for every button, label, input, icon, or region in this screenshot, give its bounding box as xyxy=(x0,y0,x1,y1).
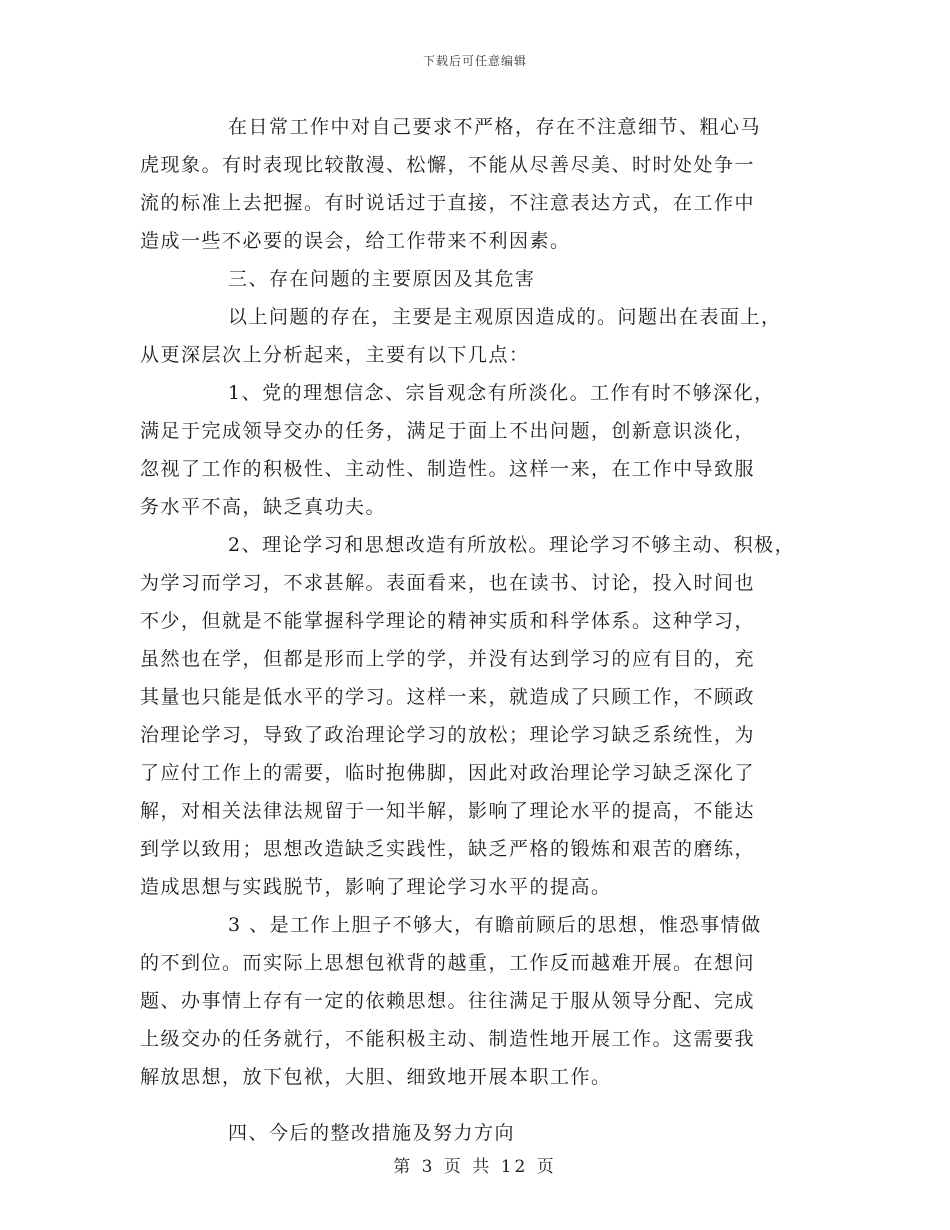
body-line: 在日常工作中对自己要求不严格，存在不注意细节、粗心马 xyxy=(228,116,762,138)
section-heading: 四、今后的整改措施及努力方向 xyxy=(228,1122,516,1144)
body-line: 虽然也在学，但都是形而上学的学，并没有达到学习的应有目的，充 xyxy=(140,648,756,670)
body-line: 造成思想与实践脱节，影响了理论学习水平的提高。 xyxy=(140,876,612,898)
body-line: 从更深层次上分析起来，主要有以下几点： xyxy=(140,344,530,366)
body-line: 不少，但就是不能掌握科学理论的精神实质和科学体系。这种学习， xyxy=(140,610,756,632)
body-line: 解，对相关法律法规留于一知半解，影响了理论水平的提高，不能达 xyxy=(140,800,756,822)
body-line: 了应付工作上的需要，临时抱佛脚，因此对政治理论学习缺乏深化了 xyxy=(140,762,756,784)
body-line: 造成一些不必要的误会，给工作带来不利因素。 xyxy=(140,230,571,252)
body-line: 解放思想，放下包袱，大胆、细致地开展本职工作。 xyxy=(140,1066,612,1088)
body-line: 题、办事情上存有一定的依赖思想。往往满足于服从领导分配、完成 xyxy=(140,990,756,1012)
body-line: 的不到位。而实际上思想包袱背的越重，工作反而越难开展。在想问 xyxy=(140,952,756,974)
body-line: 忽视了工作的积极性、主动性、制造性。这样一来，在工作中导致服 xyxy=(140,458,756,480)
body-line: 3 、是工作上胆子不够大，有瞻前顾后的思想，惟恐事情做 xyxy=(228,914,762,936)
body-line: 其量也只能是低水平的学习。这样一来，就造成了只顾工作，不顾政 xyxy=(140,686,756,708)
body-line: 1、党的理想信念、宗旨观念有所淡化。工作有时不够深化， xyxy=(228,382,775,404)
body-line: 治理论学习，导致了政治理论学习的放松；理论学习缺乏系统性，为 xyxy=(140,724,756,746)
body-line: 务水平不高，缺乏真功夫。 xyxy=(140,496,387,518)
page-header-note: 下载后可任意编辑 xyxy=(422,54,527,68)
body-line: 以上问题的存在，主要是主观原因造成的。问题出在表面上， xyxy=(228,306,782,328)
page-number-footer: 第 3 页 共 12 页 xyxy=(393,1157,557,1177)
body-line: 虎现象。有时表现比较散漫、松懈，不能从尽善尽美、时时处处争一 xyxy=(140,154,756,176)
body-line: 流的标准上去把握。有时说话过于直接，不注意表达方式，在工作中 xyxy=(140,192,756,214)
body-line: 2、理论学习和思想改造有所放松。理论学习不够主动、积极， xyxy=(228,534,796,556)
section-heading: 三、存在问题的主要原因及其危害 xyxy=(228,268,536,290)
body-line: 为学习而学习，不求甚解。表面看来，也在读书、讨论，投入时间也 xyxy=(140,572,756,594)
body-line: 满足于完成领导交办的任务，满足于面上不出问题，创新意识淡化， xyxy=(140,420,756,442)
paragraph-gap xyxy=(140,1096,820,1114)
body-line: 到学以致用；思想改造缺乏实践性，缺乏严格的锻炼和艰苦的磨练， xyxy=(140,838,756,860)
body-line: 上级交办的任务就行，不能积极主动、制造性地开展工作。这需要我 xyxy=(140,1028,756,1050)
document-body xyxy=(140,108,820,1152)
